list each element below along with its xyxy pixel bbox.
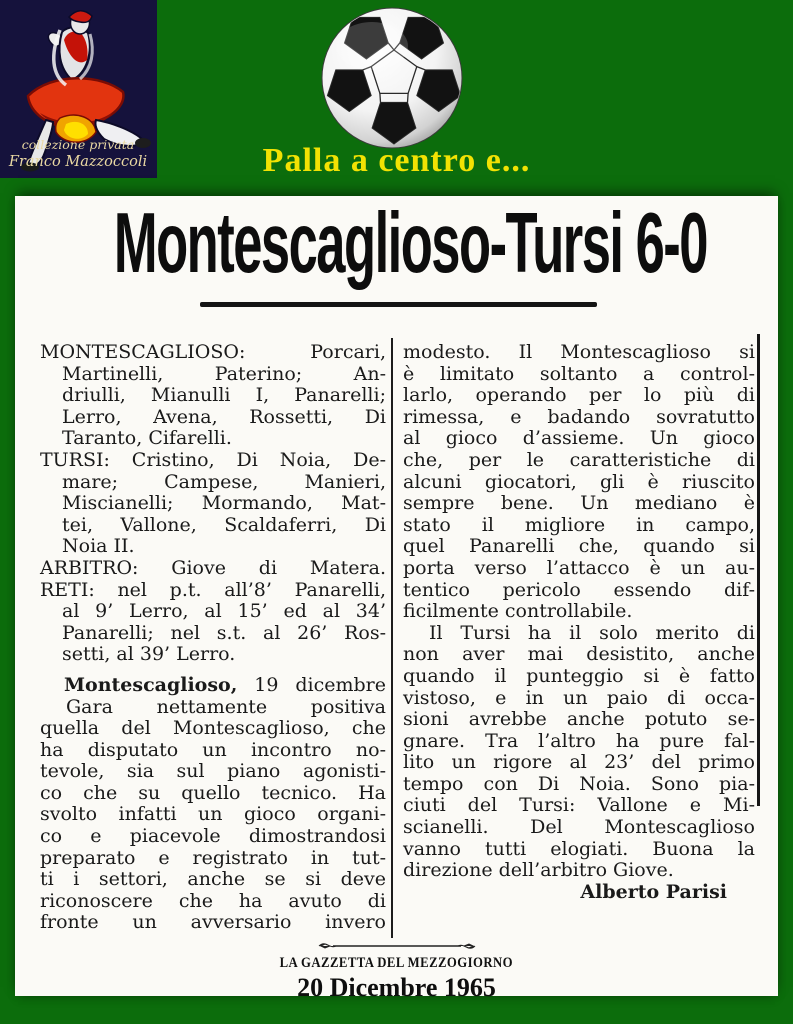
headline-container xyxy=(15,195,778,291)
text-line: lito un rigore al 23’ del primo xyxy=(403,751,755,774)
text-line: svolto infatti un gioco organi- xyxy=(40,803,386,826)
text-line: setti, al 39’ Lerro. xyxy=(62,643,236,666)
masthead: LA GAZZETTA DEL MEZZOGIORNO xyxy=(279,955,514,971)
paragraph-hang xyxy=(40,342,386,450)
text-line: co e piacevole dimostrandosi xyxy=(40,825,386,848)
text-line: gnare. Tra l’altro ha pure fal- xyxy=(403,729,755,752)
text-line: MONTESCAGLIOSO: Porcari, xyxy=(40,341,386,363)
text-line: ti i settori, anche se si deve xyxy=(40,868,386,891)
paragraph-indent xyxy=(403,623,755,882)
text-line: ARBITRO: Giove di Matera. xyxy=(40,556,386,579)
headline-rule xyxy=(200,302,597,307)
text-line: modesto. Il Montescaglioso si xyxy=(403,341,755,363)
paragraph-hang xyxy=(40,450,386,558)
text-line: stato il migliore in campo, xyxy=(403,513,755,536)
article-right-column xyxy=(403,342,755,903)
clipping-date: 20 Dicembre 1965 xyxy=(297,973,496,1002)
text-line: mare; Campese, Manieri, xyxy=(62,470,386,493)
text-line: tempo con Di Noia. Sono pia- xyxy=(403,772,755,795)
text-line: rimessa, e badando sovratutto xyxy=(403,405,755,428)
text-line: al 9’ Lerro, al 15’ ed al 34’ xyxy=(62,600,386,623)
text-line: sioni avrebbe anche potuto se- xyxy=(403,708,755,731)
text-line: al gioco d’assieme. Un gioco xyxy=(403,427,755,450)
text-line: tei, Vallone, Scaldaferri, Di xyxy=(62,513,386,536)
text-line: Gara nettamente positiva xyxy=(66,695,386,718)
text-line: vistoso, e in un paio di occa- xyxy=(403,686,755,709)
text-line: vanno tutti elogiati. Buona la xyxy=(403,837,755,860)
tagline: Palla a centro e... xyxy=(262,142,531,179)
paragraph-signature xyxy=(403,882,755,904)
text-line: Alberto Parisi xyxy=(580,880,727,903)
text-line: Martinelli, Paterino; An- xyxy=(62,362,386,385)
text-line: fronte un avversario invero xyxy=(40,911,386,934)
text-line: tevole, sia sul piano agonisti- xyxy=(40,760,386,783)
paragraph-dateline xyxy=(40,675,386,697)
headline: Montescaglioso-Tursi 6-0 xyxy=(113,195,707,291)
text-line: ha disputato un incontro no- xyxy=(40,738,386,761)
column-divider-rule xyxy=(391,338,393,938)
text-line: quel Panarelli che, quando si xyxy=(403,535,755,558)
ornament-divider-icon xyxy=(317,940,477,952)
logo-caption xyxy=(0,137,156,171)
text-line: quella del Montescaglioso, che xyxy=(40,717,386,740)
text-line: larlo, operando per lo più di xyxy=(403,384,755,407)
paragraph-hang xyxy=(40,558,386,580)
text-line: alcuni giocatori, gli è riuscito xyxy=(403,470,755,493)
text-line: Lerro, Avena, Rossetti, Di xyxy=(62,405,386,428)
text-line: TURSI: Cristino, Di Noia, De- xyxy=(40,448,386,471)
article-left-column xyxy=(40,342,386,934)
text-line: driulli, Mianulli I, Panarelli; xyxy=(62,384,386,407)
text-line: preparato e registrato in tut- xyxy=(40,846,386,869)
text-line: scianelli. Del Montescaglioso xyxy=(403,816,755,839)
source-footer xyxy=(15,940,778,1003)
soccer-ball-icon xyxy=(318,4,466,152)
text-line: quando il punteggio si è fatto xyxy=(403,664,755,687)
text-line: direzione dell’arbitro Giove. xyxy=(403,859,674,882)
text-line: Taranto, Cifarelli. xyxy=(62,427,232,450)
text-line: Il Tursi ha il solo merito di xyxy=(429,621,755,644)
paragraph-indent xyxy=(40,697,386,935)
text-line: è limitato soltanto a control- xyxy=(403,362,755,385)
dateline: Montescaglioso, 19 dicembre xyxy=(64,673,386,696)
logo-caption-line1: collezione privata xyxy=(21,137,135,153)
newspaper-clipping xyxy=(15,195,778,1002)
paragraph-plain xyxy=(403,342,755,623)
paragraph-hang xyxy=(40,580,386,666)
text-line: ciuti del Tursi: Vallone e Mi- xyxy=(403,794,755,817)
text-line: che, per le caratteristiche di xyxy=(403,448,755,471)
right-edge-rule xyxy=(757,334,760,806)
text-line: ficilmente controllabile. xyxy=(403,600,633,623)
text-line: non aver mai desistito, anche xyxy=(403,643,755,666)
text-line: sempre bene. Un mediano è xyxy=(403,492,755,515)
text-line: co che su quello tecnico. Ha xyxy=(40,781,386,804)
text-line: riconoscere che ha avuto di xyxy=(40,889,386,912)
text-line: tentico pericolo essendo dif- xyxy=(403,578,755,601)
logo-caption-line2: Franco Mazzoccoli xyxy=(8,153,148,170)
collection-logo xyxy=(0,0,157,178)
text-line: Miscianelli; Mormando, Mat- xyxy=(62,492,386,515)
text-line: RETI: nel p.t. all’8’ Panarelli, xyxy=(40,578,386,601)
text-line: Panarelli; nel s.t. al 26’ Ros- xyxy=(62,621,386,644)
dateline-place: Montescaglioso, xyxy=(64,673,238,696)
text-line: porta verso l’attacco è un au- xyxy=(403,556,755,579)
text-line: Noia II. xyxy=(62,535,135,558)
